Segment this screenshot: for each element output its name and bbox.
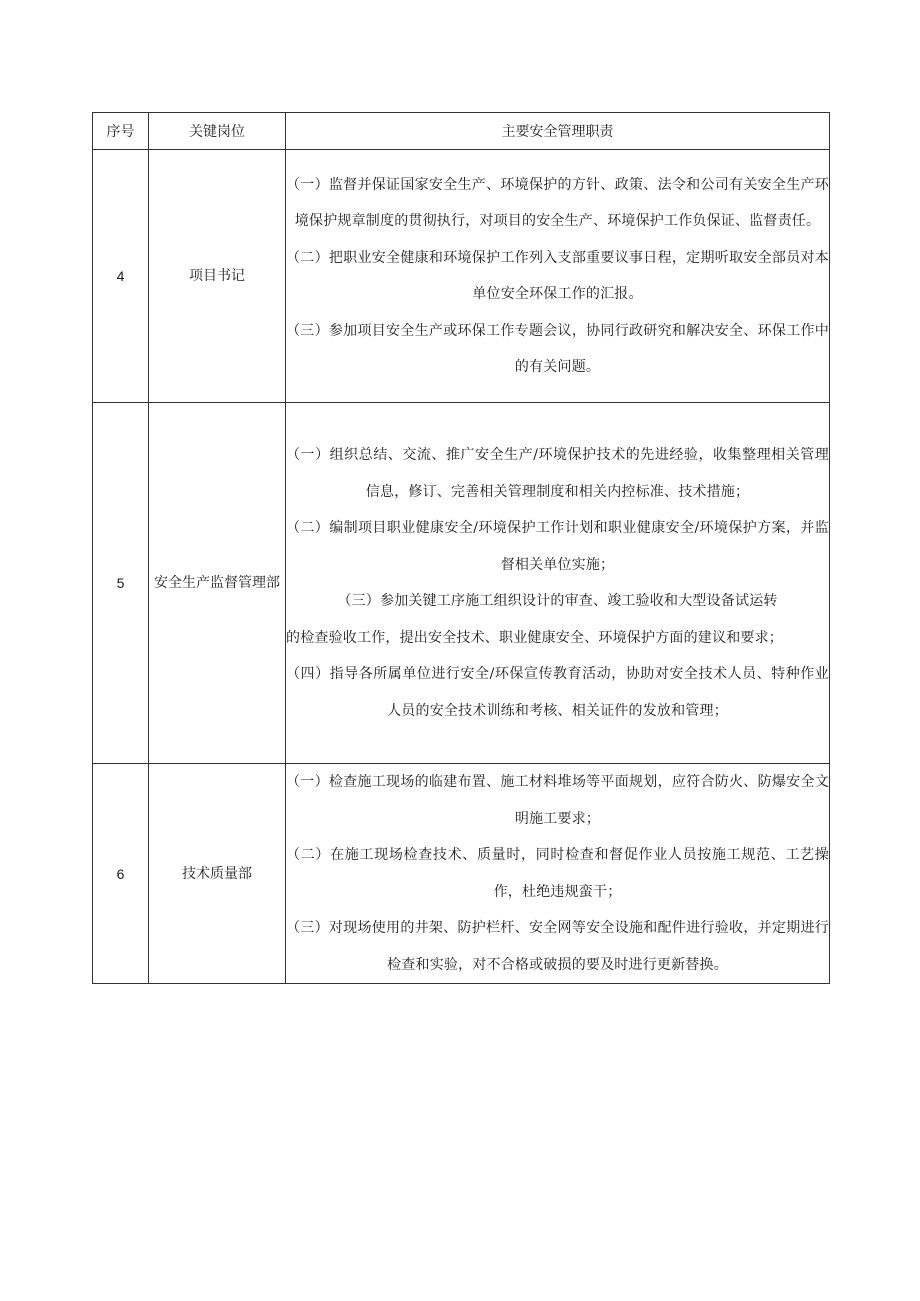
row-number: 6 (93, 764, 149, 984)
duty-item: （三）对现场使用的井架、防护栏杆、安全网等安全设施和配件进行验收，并定期进行检查和实验，对不合格或破损的要及时进行更新替换。 (286, 920, 829, 973)
duty-item: （三）参加关键工序施工组织设计的审查、竣工验收和大型设备试运转 (337, 593, 778, 609)
duty-item: （一）检查施工现场的临建布置、施工材料堆场等平面规划，应符合防火、防爆安全文明施工要求； (286, 774, 829, 827)
duty-item: （二）在施工现场检查技术、质量时，同时检查和督促作业人员按施工规范、工艺操作，杜绝违规蛮干； (286, 847, 829, 900)
duty-cell (286, 764, 830, 984)
post-name: 项目书记 (149, 150, 286, 403)
duty-cell (286, 403, 830, 764)
header-duty: 主要安全管理职责 (286, 113, 830, 150)
table-header-row (93, 113, 830, 150)
table-row (93, 150, 830, 403)
duty-item: （一）组织总结、交流、推广安全生产/环境保护技术的先进经验，收集整理相关管理信息，修订、完善相关管理制度和相关内控标准、技术措施； (286, 447, 829, 500)
header-no: 序号 (93, 113, 149, 150)
post-name: 安全生产监督管理部 (149, 403, 286, 764)
row-number: 4 (93, 150, 149, 403)
post-name: 技术质量部 (149, 764, 286, 984)
duty-cell (286, 150, 830, 403)
header-post: 关键岗位 (149, 113, 286, 150)
duty-item: （二）把职业安全健康和环境保护工作列入支部重要议事日程，定期听取安全部员对本单位安全环保工作的汇报。 (286, 249, 829, 302)
safety-duty-table (92, 112, 830, 984)
duty-item: （四）指导各所属单位进行安全/环保宣传教育活动，协助对安全技术人员、特种作业人员的安全技术训练和考核、相关证件的发放和管理； (286, 666, 829, 719)
table-row (93, 403, 830, 764)
duty-item: 的检查验收工作，提出安全技术、职业健康安全、环境保护方面的建议和要求； (286, 629, 783, 646)
duty-item: （二）编制项目职业健康安全/环境保护工作计划和职业健康安全/环境保护方案，并监督相关单位实施； (286, 520, 829, 573)
row-number: 5 (93, 403, 149, 764)
table-row (93, 764, 830, 984)
duty-item: （一）监督并保证国家安全生产、环境保护的方针、政策、法令和公司有关安全生产环境保护规章制度的贯彻执行，对项目的安全生产、环境保护工作负保证、监督责任。 (286, 176, 829, 229)
duty-item: （三）参加项目安全生产或环保工作专题会议，协同行政研究和解决安全、环保工作中的有关问题。 (286, 322, 829, 375)
